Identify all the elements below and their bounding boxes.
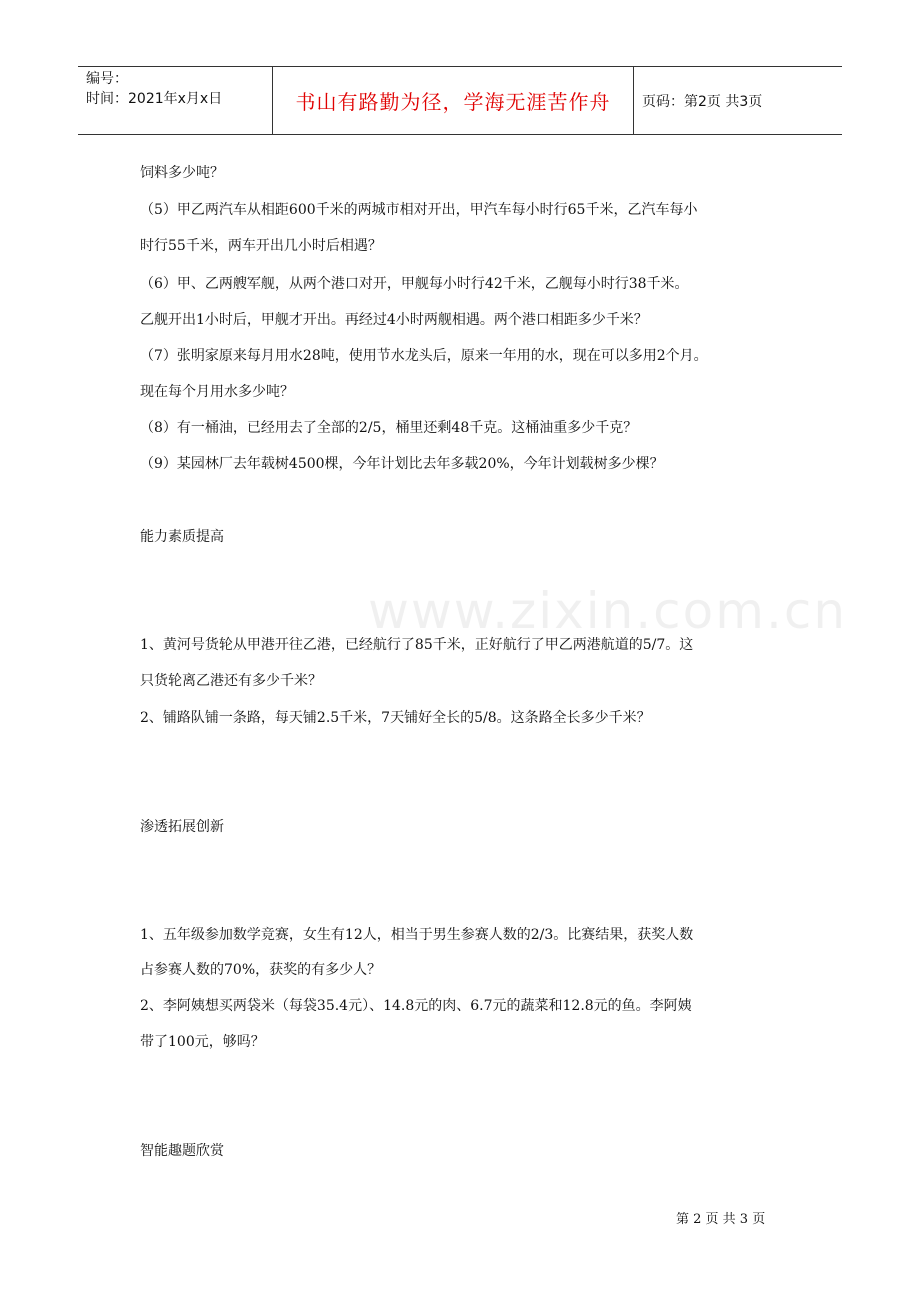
problem-line: 只货轮离乙港还有多少千米？	[140, 673, 322, 689]
problem-line: 饲料多少吨？	[140, 165, 224, 181]
section-title-extend: 渗透拓展创新	[140, 819, 224, 835]
problem-line: （9）某园林厂去年载树4500棵，今年计划比去年多载20%，今年计划载树多少棵？	[140, 456, 664, 472]
problem-line: 时行55千米，两车开出几小时后相遇？	[140, 238, 382, 254]
problem-line: 1、黄河号货轮从甲港开往乙港，已经航行了85千米，正好航行了甲乙两港航道的5/7。这	[140, 637, 694, 653]
problem-line: 带了100元，够吗？	[140, 1034, 265, 1050]
problem-line: （5）甲乙两汽车从相距600千米的两城市相对开出，甲汽车每小时行65千米，乙汽车每小	[140, 202, 698, 218]
problem-line: （8）有一桶油，已经用去了全部的2/5，桶里还剩48千克。这桶油重多少千克？	[140, 420, 638, 436]
watermark: www.zixin.com.cn	[368, 582, 848, 640]
header-page-info: 页码：第2页 共3页	[642, 93, 763, 110]
page-footer: 第 2 页 共 3 页	[676, 1212, 766, 1227]
problem-line: 2、李阿姨想买两袋米（每袋35.4元）、14.8元的肉、6.7元的蔬菜和12.8元的鱼。李阿姨	[140, 998, 692, 1014]
serial-label: 编号：	[86, 71, 128, 87]
header-meta	[78, 67, 272, 134]
problem-line: 乙舰开出1小时后，甲舰才开出。再经过4小时两舰相遇。两个港口相距多少千米？	[140, 312, 648, 328]
problem-line: 1、五年级参加数学竞赛，女生有12人，相当于男生参赛人数的2/3。比赛结果，获奖人数	[140, 927, 694, 943]
problem-line: （7）张明家原来每月用水28吨，使用节水龙头后，原来一年用的水，现在可以多用2个月。	[140, 348, 708, 364]
section-title-ability: 能力素质提高	[140, 529, 224, 545]
problem-line: 现在每个月用水多少吨？	[140, 384, 294, 400]
problem-line: 2、铺路队铺一条路，每天铺2.5千米，7天铺好全长的5/8。这条路全长多少千米？	[140, 710, 651, 726]
page-header	[78, 66, 842, 135]
problem-line: 占参赛人数的70%，获奖的有多少人？	[140, 962, 382, 978]
header-motto: 书山有路勤为径，学海无涯苦作舟	[272, 67, 634, 134]
problem-line: （6）甲、乙两艘军舰，从两个港口对开，甲舰每小时行42千米，乙舰每小时行38千米。	[140, 276, 689, 292]
section-title-fun: 智能趣题欣赏	[140, 1143, 224, 1159]
time-label: 时间：2021年x月x日	[86, 91, 223, 107]
